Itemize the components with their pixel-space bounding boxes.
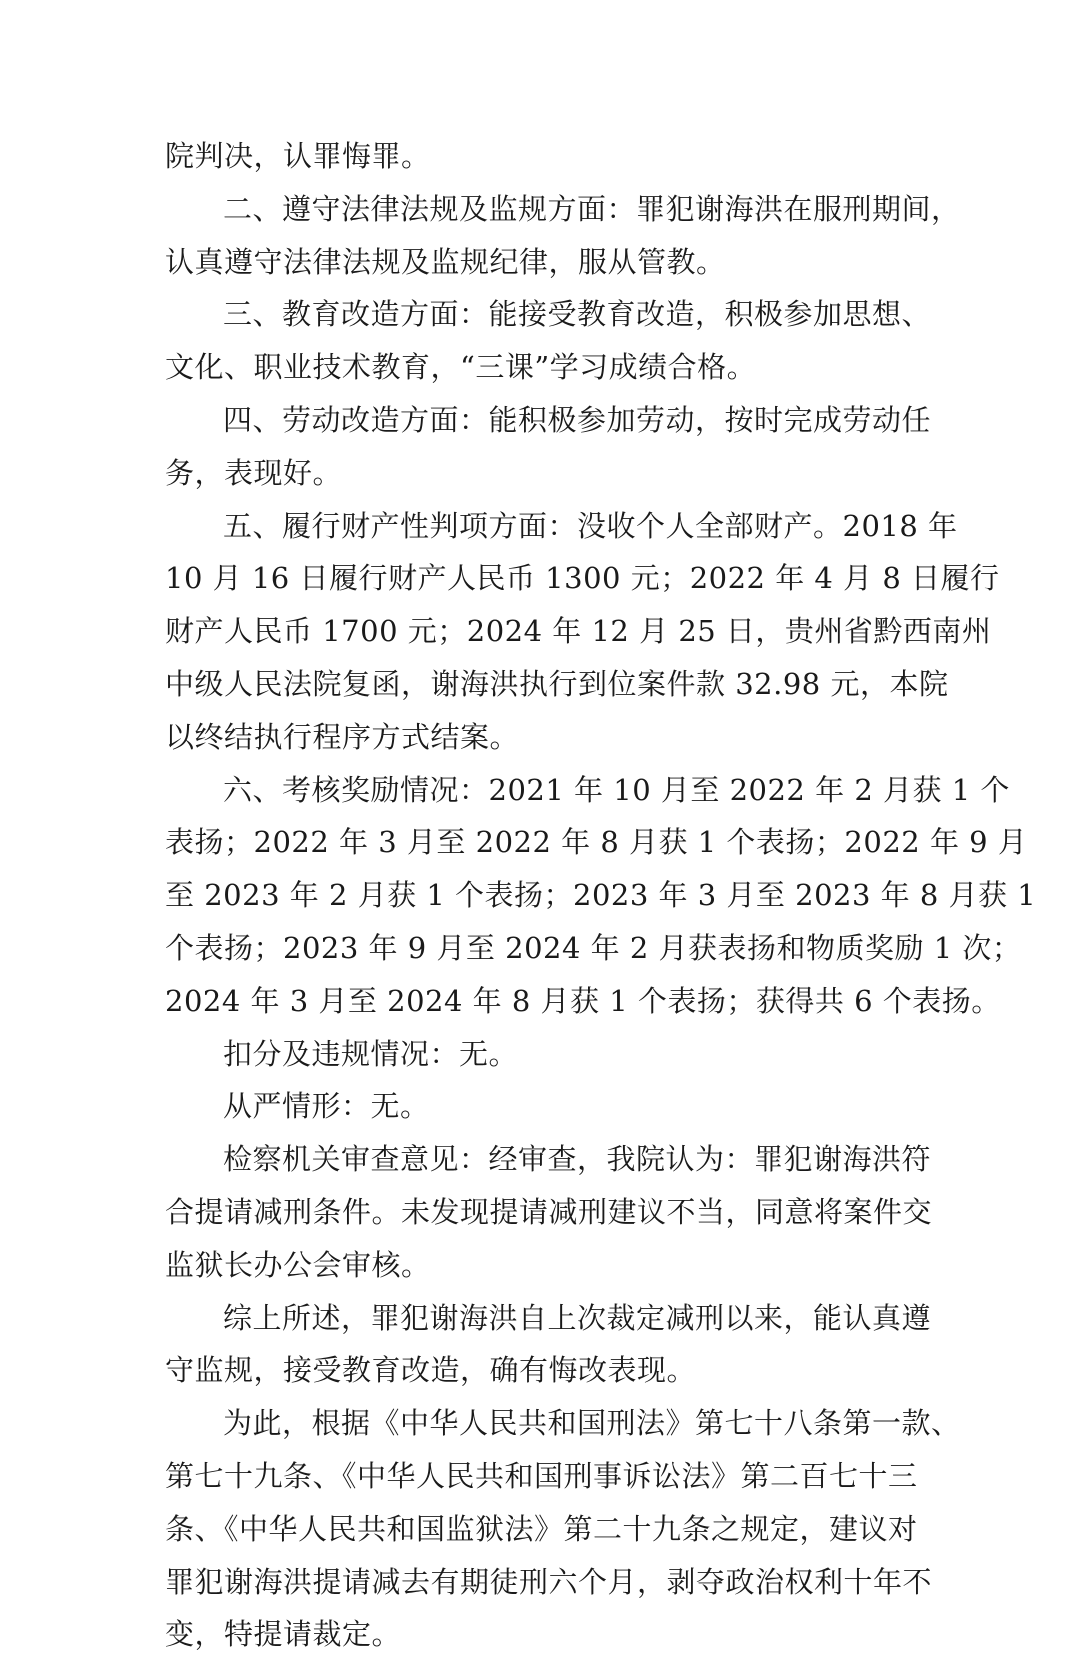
text-line: 六、考核奖励情况：2021 年 10 月至 2022 年 2 月获 1 个	[223, 772, 1010, 807]
text-line: 检察机关审查意见：经审查，我院认为：罪犯谢海洪符	[223, 1142, 932, 1177]
text-line: 二、遵守法律法规及监规方面：罪犯谢海洪在服刑期间，	[223, 191, 961, 226]
text-line: 为此，根据《中华人民共和国刑法》第七十八条第一款、	[223, 1406, 961, 1441]
text-line: 罪犯谢海洪提请减去有期徒刑六个月，剥夺政治权利十年不	[165, 1564, 933, 1599]
text-line: 中级人民法院复函，谢海洪执行到位案件款 32.98 元，本院	[165, 666, 949, 701]
text-line: 文化、职业技术教育，“三课”学习成绩合格。	[165, 350, 757, 385]
text-line: 监狱长办公会审核。	[165, 1247, 431, 1282]
text-line: 合提请减刑条件。未发现提请减刑建议不当，同意将案件交	[165, 1194, 933, 1229]
text-line: 四、劳动改造方面：能积极参加劳动，按时完成劳动任	[223, 402, 932, 437]
text-line: 务，表现好。	[165, 455, 343, 490]
text-line: 至 2023 年 2 月获 1 个表扬；2023 年 3 月至 2023 年 8 月获 1	[165, 878, 1037, 913]
text-line: 院判决，认罪悔罪。	[165, 139, 431, 173]
text-line: 10 月 16 日履行财产人民币 1300 元；2022 年 4 月 8 日履行	[165, 561, 1000, 596]
text-line: 第七十九条、《中华人民共和国刑事诉讼法》第二百七十三	[165, 1458, 918, 1493]
text-line: 以终结执行程序方式结案。	[165, 719, 520, 754]
text-line: 五、履行财产性判项方面：没收个人全部财产。2018 年	[223, 508, 958, 543]
text-line: 财产人民币 1700 元；2024 年 12 月 25 日，贵州省黔西南州	[165, 614, 992, 649]
text-line: 条、《中华人民共和国监狱法》第二十九条之规定，建议对	[165, 1511, 918, 1546]
text-line: 认真遵守法律法规及监规纪律，服从管教。	[165, 244, 726, 279]
text-line: 个表扬；2023 年 9 月至 2024 年 2 月获表扬和物质奖励 1 次；	[165, 930, 1022, 965]
text-line: 综上所述，罪犯谢海洪自上次裁定减刑以来，能认真遵	[223, 1300, 932, 1335]
text-line: 三、教育改造方面：能接受教育改造，积极参加思想、	[223, 297, 932, 332]
text-line: 变，特提请裁定。	[165, 1617, 402, 1652]
text-line: 2024 年 3 月至 2024 年 8 月获 1 个表扬；获得共 6 个表扬。	[165, 983, 1001, 1018]
text-line: 表扬；2022 年 3 月至 2022 年 8 月获 1 个表扬；2022 年 9 月	[165, 825, 1028, 860]
text-line: 从严情形：无。	[223, 1089, 430, 1124]
text-line: 扣分及违规情况：无。	[223, 1036, 519, 1071]
document-body	[165, 130, 1037, 1661]
text-line: 守监规，接受教育改造，确有悔改表现。	[165, 1353, 697, 1388]
